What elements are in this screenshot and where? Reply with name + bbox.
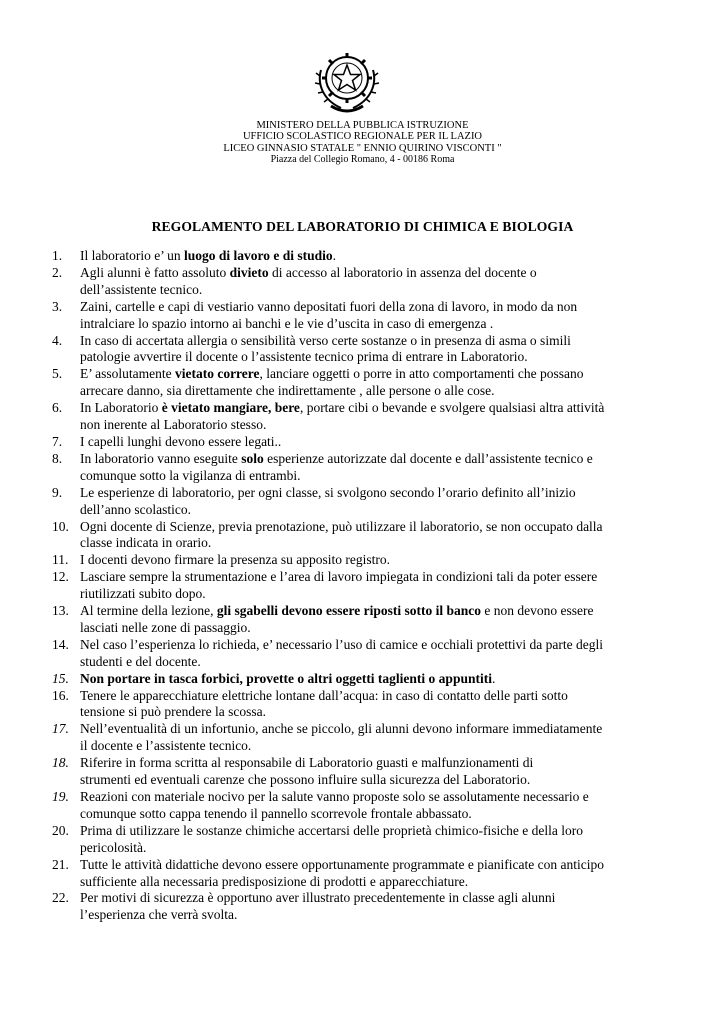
rule-text-line	[80, 434, 682, 451]
rule-item	[52, 823, 682, 857]
rule-text-line	[80, 316, 682, 333]
rule-text-line	[80, 333, 682, 350]
rule-text: esperienze autorizzate dal docente e dall’assistente tecnico e	[263, 450, 593, 466]
rule-text-line	[80, 400, 682, 417]
rule-text-line	[80, 637, 682, 654]
rule-text-line	[80, 383, 682, 400]
rule-text: tensione si può prendere la scossa.	[80, 704, 266, 720]
rule-text: .	[491, 670, 496, 686]
rule-text-line	[80, 417, 682, 434]
rule-number: 6.	[52, 400, 63, 416]
rule-emphasis: solo	[241, 450, 264, 466]
rule-item	[52, 265, 682, 299]
rule-item	[52, 721, 682, 755]
rule-number: 12.	[52, 569, 69, 585]
rule-number: 10.	[52, 518, 69, 534]
rule-text: comunque sotto cappa tenendo il pannello scorrevole frontale abbassato.	[80, 805, 472, 821]
rule-number: 2.	[52, 264, 63, 280]
rule-item	[52, 789, 682, 823]
rule-emphasis: gli sgabelli devono essere riposti sotto il banco	[216, 603, 481, 619]
rule-text: Ogni docente di Scienze, previa prenotazione, può utilizzare il laboratorio, se non occupato dalla	[80, 518, 603, 534]
rule-text: sufficiente alla necessaria predisposizione di prodotti e apparecchiature.	[80, 873, 469, 889]
rule-item	[52, 603, 682, 637]
rule-text: In laboratorio vanno eseguite	[80, 450, 242, 466]
rule-text: studenti e del docente.	[80, 653, 201, 669]
rule-text: , lanciare oggetti o porre in atto comportamenti che possano	[259, 366, 584, 382]
rule-text: Il laboratorio e’ un	[80, 248, 184, 263]
rule-number: 9.	[52, 484, 63, 500]
letterhead	[0, 120, 725, 166]
rule-item	[52, 451, 682, 485]
rule-number: 22.	[52, 890, 69, 906]
rule-number: 14.	[52, 636, 69, 652]
rule-text: In caso di accertata allergia o sensibilità verso certe sostanze o in presenza di asma o simili	[80, 332, 571, 348]
rule-text-line	[80, 654, 682, 671]
rule-number: 3.	[52, 298, 63, 314]
rule-text-line	[80, 299, 682, 316]
rule-emphasis: divieto	[229, 264, 269, 280]
rule-text-line	[80, 840, 682, 857]
rule-item	[52, 671, 682, 688]
rule-item	[52, 552, 682, 569]
rule-text-line	[80, 738, 682, 755]
school-line: LICEO GINNASIO STATALE " ENNIO QUIRINO VISCONTI "	[223, 142, 502, 154]
rule-item	[52, 248, 682, 265]
rule-emphasis: è vietato mangiare, bere	[161, 400, 300, 416]
rule-text: il docente e l’assistente tecnico.	[80, 738, 252, 754]
rule-text: intralciare lo spazio intorno ai banchi e le vie d’uscita in caso di emergenza .	[80, 315, 494, 331]
rule-number: 18.	[52, 755, 69, 771]
rule-number: 13.	[52, 603, 69, 619]
rule-text-line	[80, 857, 682, 874]
rule-text-line	[80, 907, 682, 924]
rule-item	[52, 485, 682, 519]
rule-text-line	[80, 586, 682, 603]
document-title: REGOLAMENTO DEL LABORATORIO DI CHIMICA E BIOLOGIA	[151, 219, 574, 234]
rule-text: Riferire in forma scritta al responsabile di Laboratorio guasti e malfunzionamenti di	[80, 755, 534, 771]
rule-text: E’ assolutamente	[80, 366, 175, 382]
rule-number: 1.	[52, 248, 63, 263]
rule-number: 5.	[52, 366, 63, 382]
rule-item	[52, 519, 682, 553]
italian-republic-emblem-icon	[307, 40, 387, 120]
rule-text: Al termine della lezione,	[80, 603, 217, 619]
rule-text-line	[80, 603, 682, 620]
rule-text-line	[80, 349, 682, 366]
rule-text: Lasciare sempre la strumentazione e l’area di lavoro impiegata in condizioni tali da poter essere	[80, 569, 598, 585]
rule-text-line	[80, 755, 682, 772]
rule-emphasis: luogo di lavoro e di studio	[183, 248, 333, 263]
rule-text: Nell’eventualità di un infortunio, anche se piccolo, gli alunni devono informare immediatamente	[80, 721, 603, 737]
rule-item	[52, 857, 682, 891]
rule-text-line	[80, 823, 682, 840]
rule-text: patologie avvertire il docente o l’assistente tecnico prima di entrare in Laboratorio.	[80, 349, 528, 365]
rule-text: riutilizzati subito dopo.	[80, 586, 206, 602]
rule-text-line	[80, 874, 682, 891]
rule-text-line	[80, 688, 682, 705]
rule-text-line	[80, 248, 682, 265]
rule-text-line	[80, 468, 682, 485]
ministry-line: MINISTERO DELLA PUBBLICA ISTRUZIONE	[256, 120, 469, 131]
rule-text-line	[80, 502, 682, 519]
rule-number: 19.	[52, 789, 69, 804]
rule-text-line	[80, 485, 682, 502]
rule-text-line	[80, 265, 682, 282]
rule-text: comunque sotto la vigilanza di entrambi.	[80, 467, 301, 483]
rule-text: , portare cibi o bevande e svolgere qualsiasi altra attività	[299, 400, 605, 416]
rule-text: Agli alunni è fatto assoluto	[80, 264, 230, 280]
office-line: UFFICIO SCOLASTICO REGIONALE PER IL LAZIO	[242, 131, 483, 143]
rule-number: 21.	[52, 856, 69, 872]
rule-text: classe indicata in orario.	[80, 535, 212, 551]
rule-text: I docenti devono firmare la presenza su apposito registro.	[80, 552, 391, 568]
rule-text: Per motivi di sicurezza è opportuno aver illustrato precedentemente in classe agli alunni	[80, 890, 556, 906]
rule-text: Nel caso l’esperienza lo richieda, e’ necessario l’uso di camice e occhiali protettivi da parte degli	[80, 636, 604, 652]
rule-number: 4.	[52, 332, 63, 348]
rule-text-line	[80, 535, 682, 552]
rule-text: arrecare danno, sia direttamente che indirettamente , alle persone o alle cose.	[80, 383, 495, 399]
rule-text: strumenti ed eventuali carenze che possono influire sulla sicurezza del Laboratorio.	[80, 772, 531, 788]
rule-text: e non devono essere	[480, 603, 594, 619]
rule-text: di accesso al laboratorio in assenza del docente o	[268, 264, 537, 280]
rule-item	[52, 637, 682, 671]
address-line: Piazza del Collegio Romano, 4 - 00186 Roma	[270, 154, 455, 166]
rule-emphasis: Non portare in tasca forbici, provette o altri oggetti taglienti o appuntiti	[80, 670, 492, 686]
rule-number: 15.	[52, 670, 69, 686]
rule-number: 11.	[52, 552, 69, 568]
rule-text: l’esperienza che verrà svolta.	[80, 907, 238, 923]
rule-text-line	[80, 451, 682, 468]
rule-text-line	[80, 366, 682, 383]
rule-item	[52, 366, 682, 400]
rule-text-line	[80, 519, 682, 536]
rule-text: .	[332, 248, 337, 263]
rule-text-line	[80, 620, 682, 637]
rule-text: Reazioni con materiale nocivo per la salute vanno proposte solo se assolutamente necessario e	[80, 789, 589, 804]
rule-text: Prima di utilizzare le sostanze chimiche accertarsi delle proprietà chimico-fisiche e della loro	[80, 822, 584, 838]
rule-text: I capelli lunghi devono essere legati..	[80, 433, 282, 449]
rule-text-line	[80, 806, 682, 823]
rule-number: 8.	[52, 450, 63, 466]
rule-item	[52, 299, 682, 333]
rule-text-line	[80, 772, 682, 789]
rule-text-line	[80, 671, 682, 688]
rule-emphasis: vietato correre	[174, 366, 260, 382]
rule-item	[52, 569, 682, 603]
rule-text: Zaini, cartelle e capi di vestiario vanno depositati fuori della zona di lavoro, in modo da non	[80, 298, 578, 314]
rule-text: Tenere le apparecchiature elettriche lontane dall’acqua: in caso di contatto delle parti sotto	[80, 687, 568, 703]
rule-number: 20.	[52, 822, 69, 838]
rule-text: pericolosità.	[80, 839, 147, 855]
rule-text-line	[80, 704, 682, 721]
rule-text-line	[80, 569, 682, 586]
rule-text-line	[80, 890, 682, 907]
rule-text: In Laboratorio	[80, 400, 162, 416]
rule-text: non inerente al Laboratorio stesso.	[80, 417, 267, 433]
rule-text-line	[80, 552, 682, 569]
rule-text-line	[80, 721, 682, 738]
rule-item	[52, 890, 682, 924]
rule-item	[52, 755, 682, 789]
rule-number: 16.	[52, 687, 69, 703]
rule-text-line	[80, 789, 682, 806]
rule-text: dell’anno scolastico.	[80, 501, 191, 517]
rules-list	[52, 248, 682, 924]
rule-item	[52, 333, 682, 367]
rule-item	[52, 688, 682, 722]
rule-item	[52, 400, 682, 434]
rule-text: lasciati nelle zone di passaggio.	[80, 619, 251, 635]
rule-text-line	[80, 282, 682, 299]
rule-text: Le esperienze di laboratorio, per ogni classe, si svolgono secondo l’orario definito all’inizio	[80, 484, 576, 500]
rule-item	[52, 434, 682, 451]
rule-number: 7.	[52, 433, 63, 449]
rule-text: dell’assistente tecnico.	[80, 281, 203, 297]
rule-text: Tutte le attività didattiche devono essere opportunamente programmate e pianificate con anticipo	[80, 856, 604, 872]
rule-number: 17.	[52, 721, 69, 737]
